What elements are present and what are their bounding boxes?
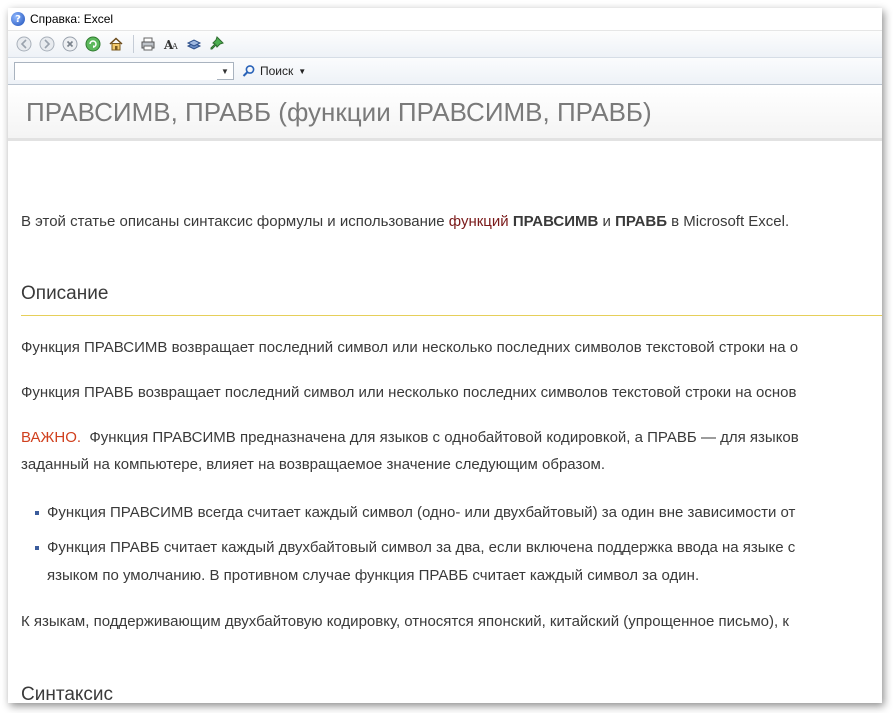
important-label: ВАЖНО. [21,429,82,446]
title-bar [8,8,882,31]
section-heading-syntax: Синтаксис [21,684,114,703]
section-heading-description: Описание [21,283,109,304]
font-size-icon[interactable] [161,34,181,54]
help-window [8,8,882,703]
window-title: Справка: Excel [30,12,114,26]
help-icon: ? [11,12,25,26]
important-note [21,429,799,446]
search-button[interactable] [242,64,306,78]
chevron-down-icon[interactable]: ▼ [221,66,229,76]
toolbar-separator [133,35,134,53]
article-header [8,86,882,141]
search-input[interactable] [15,64,217,80]
paragraph-2: Функция ПРАВБ возвращает последний символ или несколько последних символов текстовой строки на основ [21,384,797,401]
toolbar [8,31,882,58]
svg-text:A: A [172,42,178,51]
search-combobox[interactable] [14,62,234,80]
stop-icon[interactable] [60,34,80,54]
intro-bold-2: ПРАВБ [615,213,667,230]
list-item-continuation: языком по умолчанию. В противном случае функция ПРАВБ считает каждый символ за один. [47,567,700,584]
pin-icon[interactable] [207,34,227,54]
section-divider [21,315,882,316]
intro-tail: в Microsoft Excel. [666,213,790,230]
print-icon[interactable] [138,34,158,54]
paragraph-3: К языкам, поддерживающим двухбайтовую кодировку, относятся японский, китайский (упрощенное письмо), к [21,613,789,630]
refresh-icon[interactable] [83,34,103,54]
search-button-label: Поиск [260,64,294,78]
back-icon[interactable] [14,34,34,54]
forward-icon[interactable] [37,34,57,54]
svg-text:A: A [164,38,174,52]
intro-text: В этой статье описаны синтаксис формулы и использование [21,213,449,230]
toc-icon[interactable] [184,34,204,54]
chevron-down-icon[interactable]: ▼ [298,66,307,76]
intro-bold-1: ПРАВСИМВ [512,213,599,230]
article-content [8,86,882,703]
intro-and: и [598,213,616,230]
important-text: Функция ПРАВСИМВ предназначена для языков с однобайтовой кодировкой, а ПРАВБ — для языков [89,429,799,446]
bullet-icon [35,511,39,515]
search-icon [242,64,256,78]
home-icon[interactable] [106,34,126,54]
list-item: Функция ПРАВСИМВ всегда считает каждый символ (одно- или двухбайтовый) за один вне зависимости от [47,504,796,521]
bullet-icon [35,546,39,550]
functions-link[interactable]: функций [448,213,509,230]
search-bar [8,58,882,85]
important-note-line-2: заданный на компьютере, влияет на возвращаемое значение следующим образом. [21,456,606,473]
list-item: Функция ПРАВБ считает каждый двухбайтовый символ за два, если включена поддержка ввода на языке с [47,539,796,556]
page-title: ПРАВСИМВ, ПРАВБ (функции ПРАВСИМВ, ПРАВБ) [26,96,652,127]
intro-paragraph [21,213,789,230]
paragraph-1: Функция ПРАВСИМВ возвращает последний символ или несколько последних символов текстовой строки на о [21,339,799,356]
